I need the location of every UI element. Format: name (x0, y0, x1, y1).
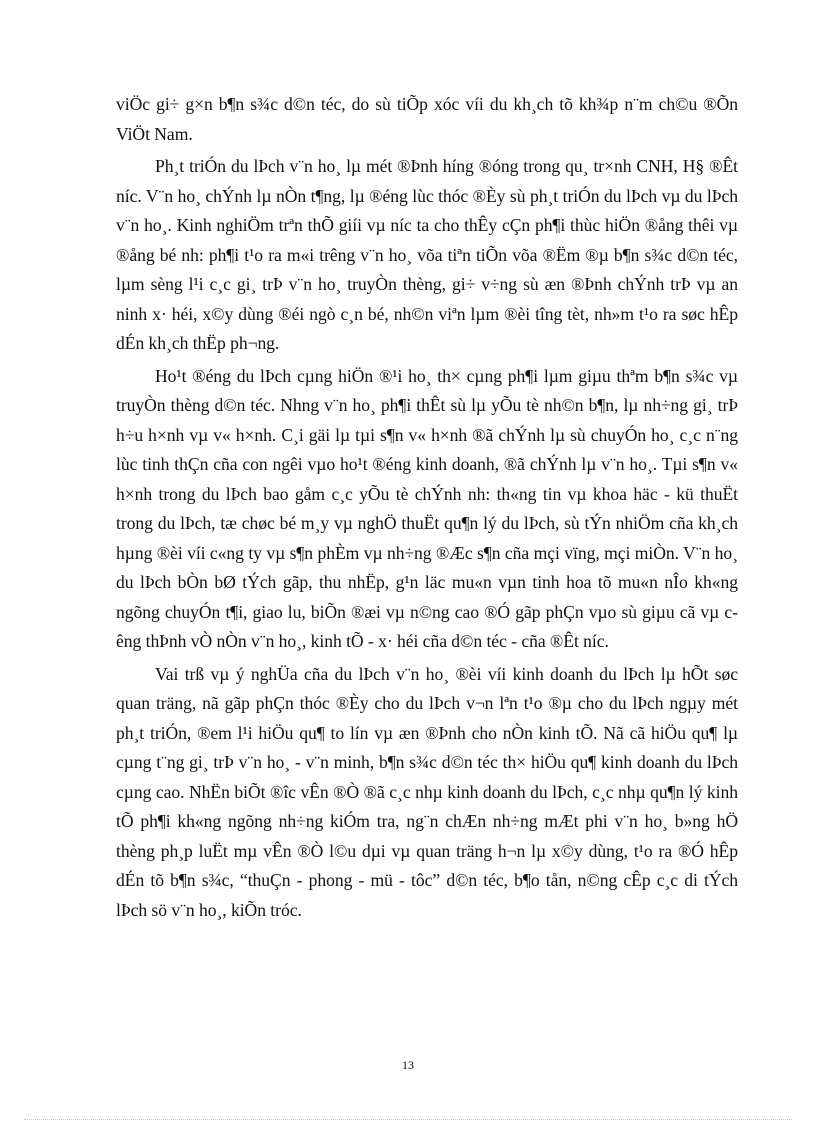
document-body (116, 90, 738, 928)
page-number: 13 (402, 1058, 414, 1072)
paragraph-modern-tourism-identity: Ho¹t ®éng du lÞch cµng hiÖn ®¹i ho¸ th× cµng ph¶i lµm giµu thªm b¶n s¾c vµ truyÒn thèng d©n téc. Nhng v¨n ho¸ ph¶i thÊt sù lµ yÕu tè nh©n b¶n, lµ nh÷ng gi¸ trÞ h÷u h×nh vµ v« h×nh. C¸i gäi lµ tµi s¶n v« h×nh ®ã chÝnh lµ sù chuyÓn ho¸ c¸c n¨ng lùc tinh thÇn cña con ngêi vµo ho¹t ®éng kinh doanh, ®ã chÝnh lµ v¨n ho¸. Tµi s¶n v« h×nh trong du lÞch bao gåm c¸c yÕu tè chÝnh nh: th«ng tin vµ khoa häc - kü thuËt trong du lÞch, tæ chøc bé m¸y vµ nghÖ thuËt qu¶n lý du lÞch, sù tÝn nhiÖm cña kh¸ch hµng ®èi víi c«ng ty vµ s¶n phÈm vµ nh÷ng ®Æc s¶n cña mçi vïng, mçi miÒn. V¨n ho¸ du lÞch bÒn bØ tÝch gãp, thu nhËp, g¹n läc mu«n vµn tinh hoa tõ mu«n nÎo kh«ng ngõng chuyÓn t¶i, giao lu, biÕn ®æi vµ n©ng cao ®Ó gãp phÇn vµo sù giµu cã vµ cêng thÞnh vÒ nÒn v¨n ho¸, kinh tÕ - x· héi cña d©n téc - cña ®Êt níc. (116, 365, 738, 651)
page-bottom-divider (24, 1119, 792, 1120)
paragraph-continuation: viÖc gi÷ g×n b¶n s¾c d©n téc, do sù tiÕp xóc víi du kh¸ch tõ kh¾p n¨m ch©u ®Õn ViÖt Nam. (116, 94, 738, 144)
paragraph-role-and-meaning: Vai trß vµ ý nghÜa cña du lÞch v¨n ho¸ ®èi víi kinh doanh du lÞch lµ hÕt søc quan träng, nã gãp phÇn thóc ®Èy cho du lÞch v¬n lªn t¹o ®µ cho du lÞch ngµy mét ph¸t triÓn, ®em l¹i hiÖu qu¶ to lín vµ æn ®Þnh cho nÒn kinh tÕ. Nã cã hiÖu qu¶ lµ cµng t¨ng gi¸ trÞ v¨n ho¸ - v¨n minh, b¶n s¾c d©n téc th× hiÖu qu¶ kinh doanh du lÞch cµng cao. NhËn biÕt ®îc vÊn ®Ò ®ã c¸c nhµ kinh doanh du lÞch, c¸c nhµ qu¶n lý kinh tÕ ph¶i kh«ng ngõng nh÷ng kiÓm tra, ng¨n chÆn nh÷ng mÆt phi v¨n ho¸ b»ng hÖ thèng ph¸p luËt mµ vÊn ®Ò l©u dµi vµ quan träng h¬n lµ x©y dùng, t¹o ra ®Ó hÊp dÉn tõ b¶n s¾c, “thuÇn - phong - mü - tôc” d©n téc, b¶o tån, n©ng cÊp c¸c di tÝch lÞch sö v¨n ho¸, kiÕn tróc. (116, 663, 738, 920)
paragraph-cultural-tourism-development: Ph¸t triÓn du lÞch v¨n ho¸ lµ mét ®Þnh híng ®óng trong qu¸ tr×nh CNH, H§ ®Êt níc. V¨n ho¸ chÝnh lµ nÒn t¶ng, lµ ®éng lùc thóc ®Èy sù ph¸t triÓn du lÞch vµ du lÞch v¨n ho¸. Kinh nghiÖm trªn thÕ giíi vµ níc ta cho thÊy cÇn ph¶i thùc hiÖn ®ång thêi vµ ®ång bé nh: ph¶i t¹o ra m«i trêng v¨n ho¸ võa tiªn tiÕn võa ®Ëm ®µ b¶n s¾c d©n téc, lµm sèng l¹i c¸c gi¸ trÞ v¨n ho¸ truyÒn thèng, gi÷ v÷ng sù æn ®Þnh chÝnh trÞ vµ an ninh x· héi, x©y dùng ®éi ngò c¸n bé, nh©n viªn lµm ®èi tîng tèt, nh»m t¹o ra søc hÊp dÉn kh¸ch thËp ph¬ng. (116, 156, 738, 353)
